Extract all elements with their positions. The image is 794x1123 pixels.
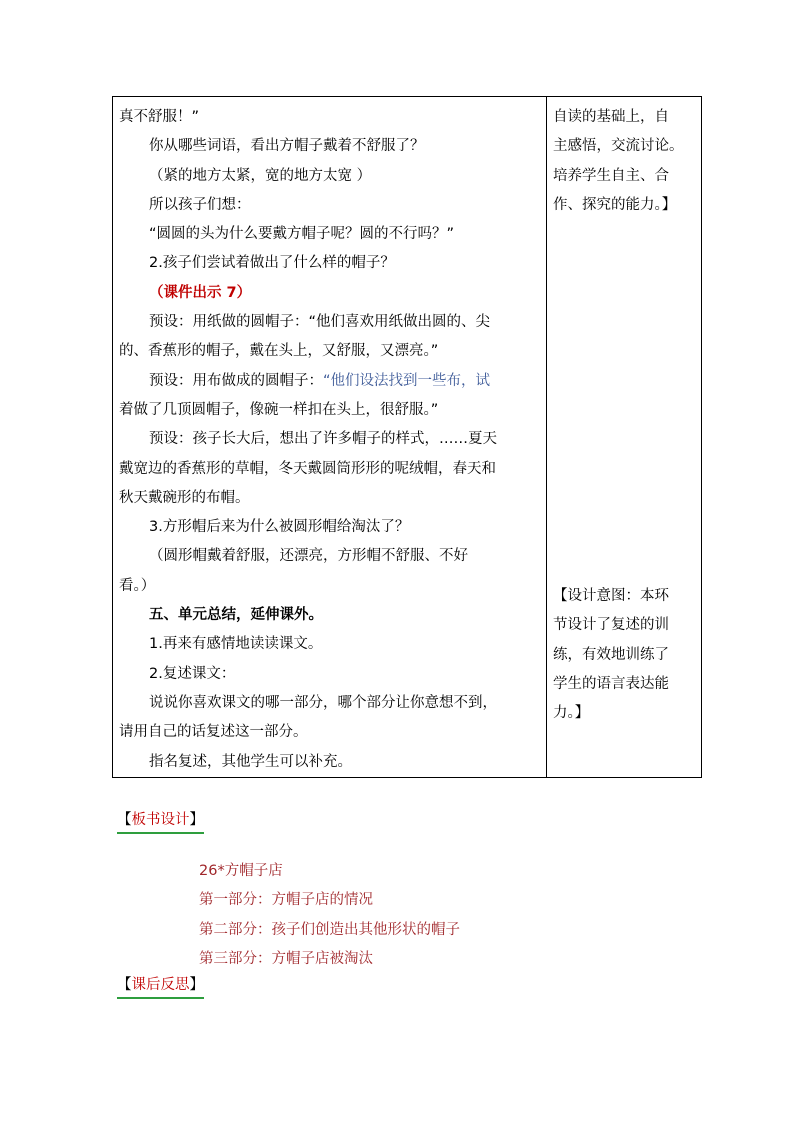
text-line-content: 五、单元总结，延伸课外。 bbox=[149, 607, 323, 624]
text-line bbox=[119, 484, 542, 513]
text-line bbox=[119, 748, 542, 777]
text-line bbox=[119, 396, 542, 425]
text-line-content: 的、香蕉形的帽子，戴在头上，又舒服，又漂亮。” bbox=[119, 343, 439, 360]
text-line bbox=[119, 718, 542, 747]
text-line bbox=[119, 132, 542, 161]
teaching-process-cell bbox=[113, 97, 547, 778]
heading-bracket-open: 【 bbox=[117, 812, 132, 828]
design-note-line: 练，有效地训练了 bbox=[553, 646, 669, 663]
text-line bbox=[119, 513, 542, 542]
text-line bbox=[119, 660, 542, 689]
text-line-content: 看。） bbox=[119, 577, 156, 594]
design-notes-cell bbox=[547, 97, 702, 778]
board-design-heading-text: 板书设计 bbox=[131, 812, 190, 828]
reflection-heading bbox=[117, 975, 204, 999]
text-line-content: （紧的地方太紧，宽的地方太宽 ） bbox=[149, 167, 372, 184]
text-line bbox=[119, 103, 542, 132]
design-note-retelling bbox=[553, 582, 669, 728]
board-title: 26*方帽子店 bbox=[199, 863, 283, 879]
text-line-content: 着做了几顶圆帽子，像碗一样扣在头上，很舒服。” bbox=[119, 401, 439, 418]
design-note-line: 自读的基础上，自 bbox=[553, 109, 669, 125]
board-design-content bbox=[199, 857, 460, 974]
board-part-3: 第三部分：方帽子店被淘汰 bbox=[199, 950, 373, 967]
board-part-1: 第一部分：方帽子店的情况 bbox=[199, 892, 373, 909]
design-note-line: 力。】 bbox=[553, 705, 590, 722]
text-line-content: 秋天戴碗形的布帽。 bbox=[119, 489, 250, 506]
text-line bbox=[119, 689, 542, 718]
text-line-content: 预设：孩子长大后，想出了许多帽子的样式，……夏天 bbox=[149, 431, 497, 448]
design-note-autonomy bbox=[553, 103, 684, 220]
text-line bbox=[119, 220, 542, 249]
design-note-line: 节设计了复述的训 bbox=[553, 617, 669, 634]
text-line-content: 预设：用纸做的圆帽子：“他们喜欢用纸做出圆的、尖 bbox=[149, 314, 491, 331]
board-part-2: 第二部分：孩子们创造出其他形状的帽子 bbox=[199, 921, 460, 938]
text-line-content: 预设：用布做成的圆帽子： bbox=[149, 372, 323, 389]
text-line-content: 请用自己的话复述这一部分。 bbox=[119, 724, 308, 741]
text-line-content: 指名复述，其他学生可以补充。 bbox=[149, 753, 352, 770]
reflection-heading-text: 课后反思 bbox=[131, 977, 190, 993]
text-line bbox=[119, 630, 542, 659]
text-line-content: 3.方形帽后来为什么被圆形帽给淘汰了？ bbox=[149, 519, 410, 536]
board-design-heading bbox=[117, 810, 204, 834]
text-line bbox=[119, 162, 542, 191]
heading-bracket-open: 【 bbox=[117, 977, 132, 993]
text-line bbox=[119, 279, 542, 308]
text-line bbox=[119, 191, 542, 220]
text-line bbox=[119, 572, 542, 601]
design-note-line: 学生的语言表达能 bbox=[553, 675, 669, 692]
heading-bracket-close: 】 bbox=[189, 977, 204, 993]
design-note-line: 主感悟，交流讨论。 bbox=[553, 138, 684, 155]
design-note-line: 作、探究的能力。】 bbox=[553, 196, 677, 213]
text-line-content: （圆形帽戴着舒服，还漂亮，方形帽不舒服、不好 bbox=[149, 548, 468, 565]
text-line bbox=[119, 367, 542, 396]
highlighted-quote: “他们设法找到一些布，试 bbox=[323, 372, 491, 389]
text-line-content: 说说你喜欢课文的哪一部分，哪个部分让你意想不到， bbox=[149, 694, 497, 711]
text-line-content: （课件出示 7） bbox=[149, 284, 252, 301]
text-line bbox=[119, 308, 542, 337]
text-line bbox=[119, 337, 542, 366]
text-line bbox=[119, 455, 542, 484]
text-line-content: 真不舒服！” bbox=[119, 109, 200, 125]
text-line-content: 戴宽边的香蕉形的草帽，冬天戴圆筒形形的呢绒帽，春天和 bbox=[119, 460, 496, 477]
text-line-content: 2.孩子们尝试着做出了什么样的帽子？ bbox=[149, 255, 395, 272]
design-note-line: 【设计意图：本环 bbox=[553, 588, 669, 604]
design-note-line: 培养学生自主、合 bbox=[553, 167, 669, 184]
text-line-content: “圆圆的头为什么要戴方帽子呢？圆的不行吗？” bbox=[149, 226, 455, 243]
text-line bbox=[119, 249, 542, 278]
lesson-table bbox=[112, 96, 702, 778]
heading-bracket-close: 】 bbox=[189, 812, 204, 828]
text-line bbox=[119, 425, 542, 454]
text-line-content: 你从哪些词语，看出方帽子戴着不舒服了？ bbox=[149, 138, 425, 155]
text-line-content: 1.再来有感情地读读课文。 bbox=[149, 636, 323, 653]
teaching-process-text bbox=[119, 103, 542, 777]
text-line-content: 2.复述课文： bbox=[149, 665, 236, 682]
table-row bbox=[113, 97, 702, 778]
text-line bbox=[119, 601, 542, 630]
text-line-content: 所以孩子们想： bbox=[149, 196, 251, 213]
text-line bbox=[119, 542, 542, 571]
